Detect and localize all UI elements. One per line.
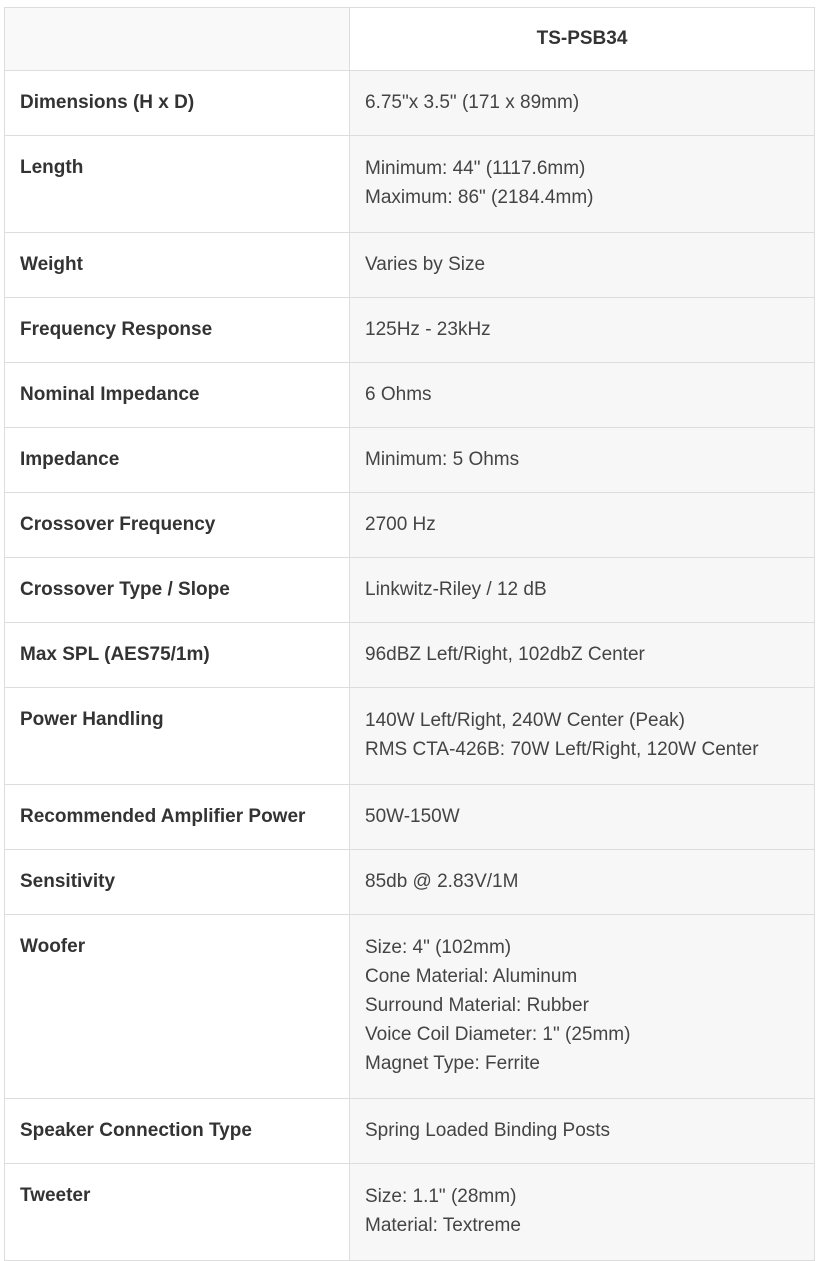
spec-value-line: Varies by Size [365,254,486,275]
spec-label: Weight [5,233,350,298]
spec-label: Speaker Connection Type [5,1099,350,1164]
spec-value-line: 125Hz - 23kHz [365,319,491,340]
spec-value-line: Voice Coil Diameter: 1" (25mm) [365,1023,631,1045]
spec-value-line: Cone Material: Aluminum [365,965,578,987]
spec-label: Impedance [5,428,350,493]
table-row [5,1164,815,1261]
table-row [5,136,815,233]
product-model-header: TS-PSB34 [350,8,815,71]
spec-label: Crossover Frequency [5,493,350,558]
header-empty-cell [5,8,350,71]
spec-label: Dimensions (H x D) [5,71,350,136]
spec-value [350,136,815,233]
spec-value-line: 50W-150W [365,806,460,827]
spec-value-line: Spring Loaded Binding Posts [365,1120,611,1141]
table-row [5,688,815,785]
table-row [5,363,815,428]
spec-value-line: 85db @ 2.83V/1M [365,871,519,892]
spec-label: Nominal Impedance [5,363,350,428]
spec-value [350,915,815,1099]
spec-value [350,1164,815,1261]
table-row [5,71,815,136]
spec-value-line: Size: 4" (102mm) [365,936,512,958]
table-row [5,558,815,623]
spec-value [350,850,815,915]
spec-value [350,558,815,623]
spec-value-line: 2700 Hz [365,514,436,535]
spec-value-line: Linkwitz-Riley / 12 dB [365,579,547,600]
spec-value-line: Surround Material: Rubber [365,994,589,1016]
table-row [5,785,815,850]
spec-value-line: Material: Textreme [365,1214,521,1236]
table-header-row [5,8,815,71]
table-row [5,1099,815,1164]
spec-value-line: Magnet Type: Ferrite [365,1052,540,1074]
spec-label: Woofer [5,915,350,1099]
spec-value-line: Minimum: 5 Ohms [365,449,520,470]
spec-value-line: 96dBZ Left/Right, 102dbZ Center [365,644,645,665]
spec-label: Length [5,136,350,233]
spec-label: Max SPL (AES75/1m) [5,623,350,688]
spec-value [350,71,815,136]
spec-value [350,428,815,493]
table-row [5,493,815,558]
spec-value-line: 140W Left/Right, 240W Center (Peak) [365,709,685,731]
spec-value-line: 6.75"x 3.5" (171 x 89mm) [365,92,580,113]
spec-label: Recommended Amplifier Power [5,785,350,850]
spec-value [350,493,815,558]
spec-value-line: RMS CTA-426B: 70W Left/Right, 120W Center [365,738,759,760]
spec-label: Crossover Type / Slope [5,558,350,623]
spec-value [350,785,815,850]
table-row [5,233,815,298]
table-row [5,623,815,688]
spec-label: Sensitivity [5,850,350,915]
spec-table [4,7,815,1261]
spec-value-line: Minimum: 44" (1117.6mm) [365,157,586,179]
spec-value-line: Size: 1.1" (28mm) [365,1185,517,1207]
spec-value-line: Maximum: 86" (2184.4mm) [365,186,594,208]
spec-label: Tweeter [5,1164,350,1261]
table-row [5,915,815,1099]
spec-value [350,1099,815,1164]
table-row [5,298,815,363]
spec-value-line: 6 Ohms [365,384,432,405]
spec-label: Frequency Response [5,298,350,363]
spec-label: Power Handling [5,688,350,785]
spec-value [350,233,815,298]
spec-value [350,688,815,785]
table-row [5,428,815,493]
spec-table-container [4,7,814,1261]
table-row [5,850,815,915]
spec-value [350,363,815,428]
spec-value [350,298,815,363]
spec-value [350,623,815,688]
spec-table-body [5,71,815,1261]
